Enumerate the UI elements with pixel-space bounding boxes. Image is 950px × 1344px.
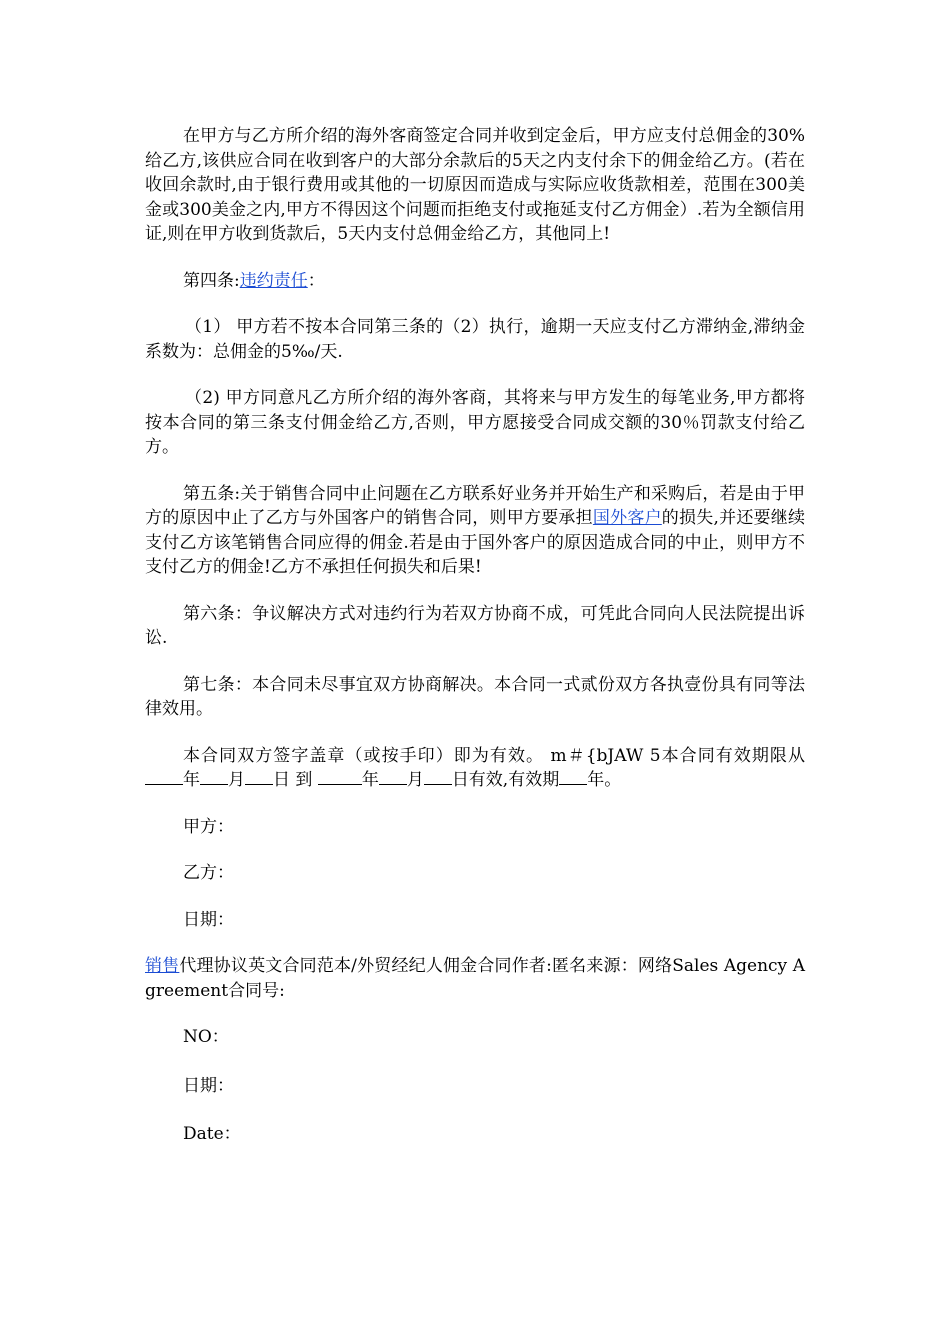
day-label-1: 日 到 (273, 770, 318, 790)
day-blank-2 (424, 768, 452, 785)
period-end: 年。 (587, 770, 622, 790)
month-blank-2 (379, 768, 407, 785)
date-field-2: 日期： (183, 1075, 234, 1096)
article-7-paragraph: 第七条：本合同未尽事宜双方协商解决。本合同一式贰份双方各执壹份具有同等法律效用。 (145, 674, 805, 719)
document-body (145, 124, 805, 1171)
date-en-field: Date： (183, 1124, 241, 1144)
foreign-customer-link[interactable]: 国外客户 (592, 508, 662, 528)
article-5-prefix: 第五条:关于销售合同中止问题在乙方联系好业务并开始生产和采购后，若是由于甲方的原因中止了乙方与外国客户的销售合同，则甲方要承担 (145, 483, 805, 528)
party-a-field: 甲方： (183, 816, 234, 837)
month-blank-1 (200, 768, 228, 785)
article-5-suffix: 的损失,并还要继续支付乙方该笔销售合同应得的佣金.若是由于国外客户的原因造成合同的中止，则甲方不支付乙方的佣金!乙方不承担任何损失和后果! (145, 508, 806, 577)
breach-liability-link[interactable]: 违约责任 (239, 270, 308, 291)
year-label-1: 年 (183, 770, 200, 790)
agreement-title-paragraph (145, 954, 805, 1003)
sales-link[interactable]: 销售 (145, 956, 180, 976)
day-blank-1 (245, 768, 273, 785)
article-6-paragraph: 第六条：争议解决方式对违约行为若双方协商不成，可凭此合同向人民法院提出诉讼. (145, 603, 805, 648)
agreement-title-text: 代理协议英文合同范本/外贸经纪人佣金合同作者:匿名来源：网络Sales Agency Agreement合同号: (145, 956, 806, 1001)
article-4-item-1: （1） 甲方若不按本合同第三条的（2）执行，逾期一天应支付乙方滞纳金,滞纳金系数为：总佣金的5‰/天. (145, 317, 805, 362)
date-field: 日期： (183, 909, 234, 930)
year-blank-2 (318, 768, 362, 785)
commission-payment-paragraph: 在甲方与乙方所介绍的海外客商签定合同并收到定金后，甲方应支付总佣金的30%给乙方,该供应合同在收到客户的大部分余款后的5天之内支付余下的佣金给乙方。(若在收回余款时,由于银行费用或其他的一切原因而造成与实际应收货款相差，范围在300美金或300美金之内,甲方不得因这个问题而拒绝支付或拖延支付乙方佣金）.若为全额信用证,则在甲方收到货款后，5天内支付总佣金给乙方，其他同上! (145, 126, 805, 244)
month-label-1: 月 (228, 770, 245, 790)
no-field: NO： (183, 1027, 229, 1047)
month-label-2: 月 (406, 770, 424, 790)
day-label-2: 日有效,有效期 (451, 770, 560, 790)
party-b-field: 乙方： (183, 863, 234, 883)
year-blank-1 (145, 768, 183, 785)
period-blank (559, 768, 587, 785)
article-4-prefix: 第四条: (183, 270, 240, 291)
article-4-item-2: （2) 甲方同意凡乙方所介绍的海外客商，其将来与甲方发生的每笔业务,甲方都将按本合同的第三条支付佣金给乙方,否则，甲方愿接受合同成交额的30％罚款支付给乙方。 (145, 388, 805, 457)
validity-paragraph (145, 744, 805, 793)
validity-text: 本合同双方签字盖章（或按手印）即为有效。 m＃{bJAW 5本合同有效期限从 (183, 745, 805, 766)
year-label-2: 年 (361, 770, 379, 790)
article-4-heading (145, 269, 805, 294)
article-5-paragraph (145, 482, 805, 580)
article-4-suffix: ： (307, 270, 325, 291)
